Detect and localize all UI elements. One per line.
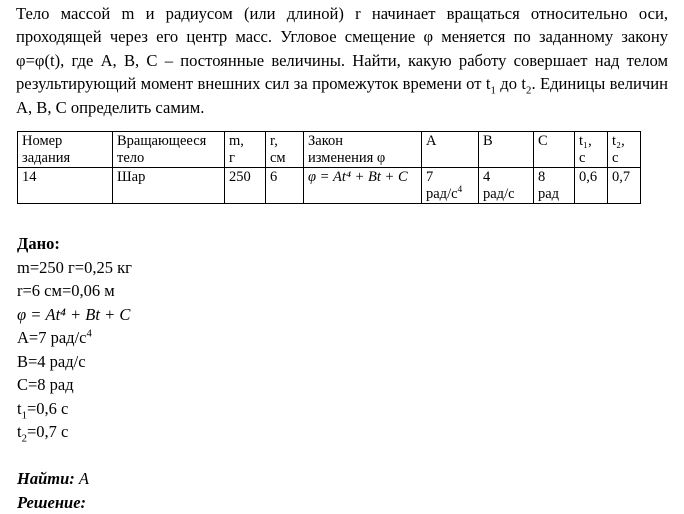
cell-body: Шар <box>113 168 225 204</box>
header-b: B <box>479 132 534 168</box>
given-a: A=7 рад/$с^4$ <box>17 326 132 350</box>
cell-t2: 0,7 <box>608 168 641 204</box>
task-table <box>17 131 641 204</box>
header-number: Номер задания <box>18 132 113 168</box>
t2-subscript: 2 <box>526 85 531 97</box>
given-formula: φ = At⁴ + Bt + C <box>17 303 132 327</box>
cell-b: 4 рад/с <box>479 168 534 204</box>
given-section <box>17 232 132 514</box>
header-mass: m, г <box>225 132 266 168</box>
cell-a: 7 рад/$с^4$ <box>422 168 479 204</box>
header-c: C <box>534 132 575 168</box>
header-body: Вращающееся тело <box>113 132 225 168</box>
table-header-row <box>18 132 641 168</box>
cell-radius: 6 <box>266 168 304 204</box>
header-t2: t₂, с <box>608 132 641 168</box>
problem-statement <box>16 2 668 119</box>
header-radius: r, см <box>266 132 304 168</box>
problem-text-1: Тело массой m и радиусом (или длиной) r начинает вращаться относительно оси, проходящей через его центр масс. Угловое смещение φ меняется по заданному закону φ=φ(t), где A, B, C – постоянные величины. Найти, какую работу совершает над телом результирующий момент внешних сил за промежуток времени от t <box>16 4 668 93</box>
given-b: B=4 рад/с <box>17 350 132 374</box>
header-a: A <box>422 132 479 168</box>
given-c: C=8 рад <box>17 373 132 397</box>
cell-mass: 250 <box>225 168 266 204</box>
solution-label: Решение: <box>17 491 132 514</box>
problem-text-2: до t <box>496 74 526 93</box>
given-mass: m=250 г=0,25 кг <box>17 256 132 280</box>
given-title: Дано: <box>17 232 132 256</box>
t1-subscript: 1 <box>491 85 496 97</box>
cell-law: φ = At⁴ + Bt + C <box>304 168 422 204</box>
given-t2: $t_2=0,7$ с <box>17 420 132 444</box>
table-row <box>18 168 641 204</box>
find-line: Найти: А <box>17 467 132 491</box>
header-t1: t₁, с <box>575 132 608 168</box>
given-radius: r=6 см=0,06 м <box>17 279 132 303</box>
header-law: Закон изменения φ <box>304 132 422 168</box>
blank-line <box>17 444 132 468</box>
given-t1: $t_1=0,6$ с <box>17 397 132 421</box>
problem-text-3: . Единицы величин A, B, C определить самим. <box>16 74 668 116</box>
cell-number: 14 <box>18 168 113 204</box>
cell-c: 8 рад <box>534 168 575 204</box>
cell-t1: 0,6 <box>575 168 608 204</box>
